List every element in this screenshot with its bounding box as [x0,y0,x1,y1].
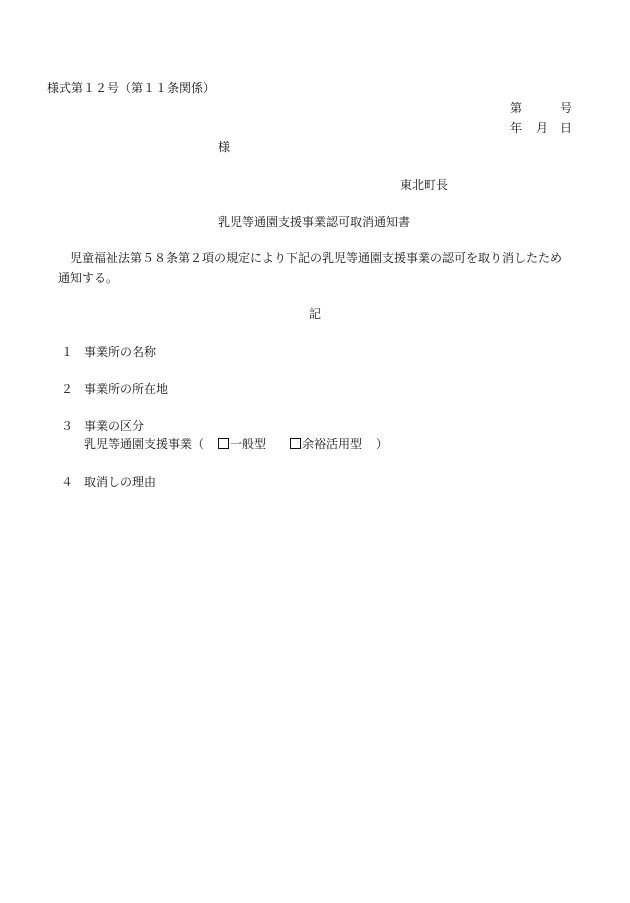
checkbox-surplus-capacity-type[interactable] [290,438,301,449]
item-number: ３ [61,419,74,433]
category-prefix: 乳児等通園支援事業（ [84,437,205,451]
form-number: 様式第１２号（第１１条関係） [47,81,216,95]
date-month: 月 [536,121,549,135]
body-text-line-2: 通知する。 [58,271,119,285]
addressee-honorific: 様 [218,140,231,154]
checkbox-general-type[interactable] [218,438,229,449]
date-day: 日 [560,121,573,135]
item-label: 取消しの理由 [84,475,157,489]
item-number: ４ [61,475,74,489]
body-text-line-1: 児童福祉法第５８条第２項の規定により下記の乳児等通園支援事業の認可を取り消したため [70,251,563,265]
doc-no-prefix: 第 [510,101,523,115]
item-label: 事業所の所在地 [84,382,169,396]
item-label: 事業の区分 [84,419,145,433]
business-category-detail [84,437,388,451]
category-option-general: 一般型 [230,437,267,451]
sender-name: 東北町長 [400,178,449,192]
item-number: １ [61,345,74,359]
date-year: 年 [510,121,523,135]
document-title: 乳児等通園支援事業認可取消通知書 [218,215,411,229]
item-label: 事業所の名称 [84,345,157,359]
category-suffix: ） [376,437,389,451]
doc-no-suffix: 号 [560,101,573,115]
item-number: ２ [61,382,74,396]
ki-heading: 記 [309,307,322,321]
category-option-surplus: 余裕活用型 [302,437,363,451]
